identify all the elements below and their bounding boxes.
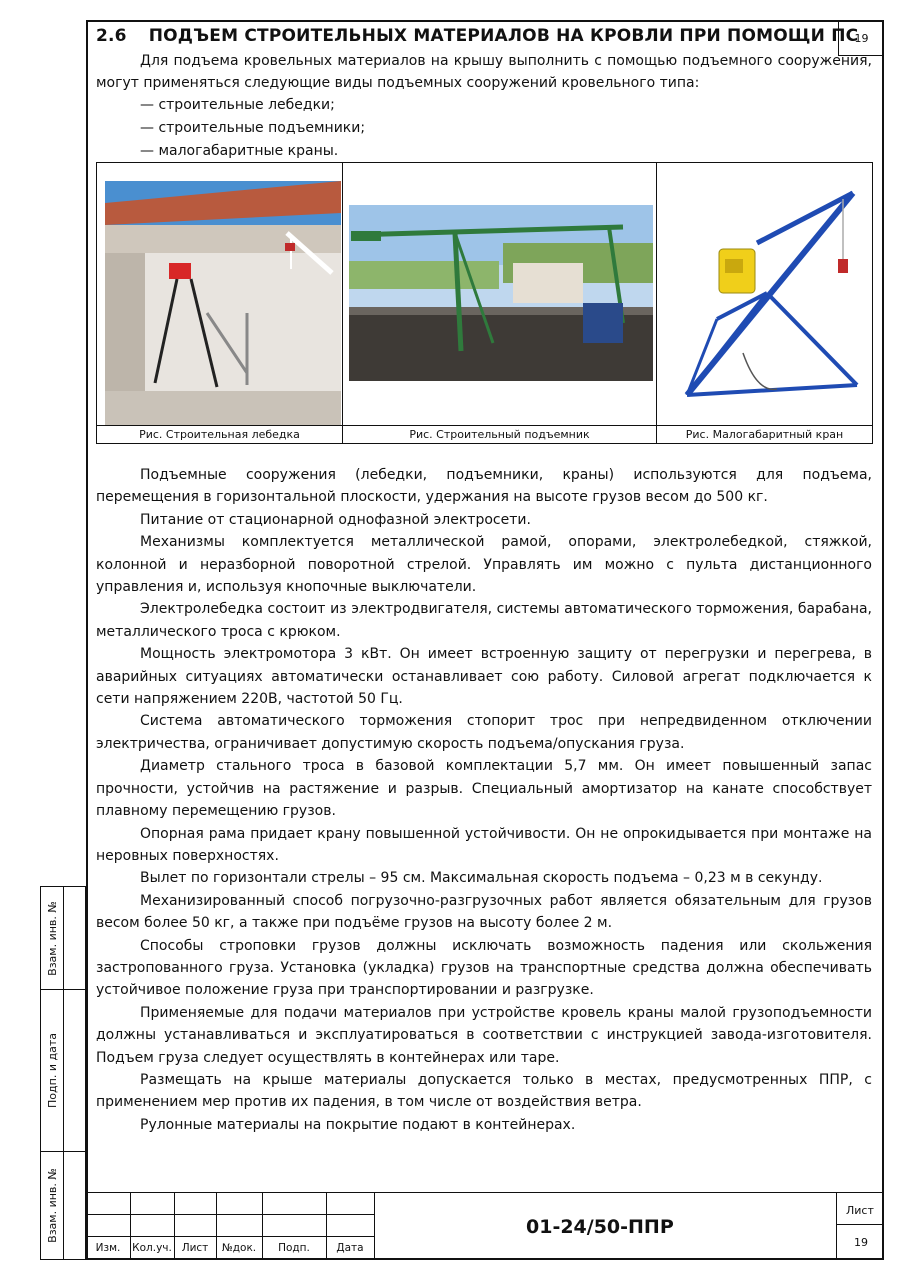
list-item: — строительные лебедки; (140, 94, 365, 117)
sheet-number: 19 (854, 1236, 868, 1249)
paragraph: Размещать на крыше материалы допускается только в местах, предусмотренных ППР, с применением мер против их падения, в том числе от воздействия ветра. (96, 1071, 872, 1111)
section-heading (96, 26, 858, 46)
stamp-col-label: Лист (181, 1242, 209, 1254)
figure-table (96, 162, 873, 444)
paragraph: Подъемные сооружения (лебедки, подъемники, краны) используются для подъема, перемещения в горизонтальной плоскости, удержания на высоте грузов весом до 500 кг. (96, 467, 872, 506)
list-item: — малогабаритные краны. (140, 140, 365, 163)
paragraph: Вылет по горизонтали стрелы – 95 см. Максимальная скорость подъема – 0,23 м в секунду. (140, 870, 823, 887)
paragraph: Опорная рама придает крану повышенной устойчивости. Он не опрокидывается при монтаже на неровных поверхностях. (96, 825, 872, 864)
stamp-col-label: №док. (221, 1242, 257, 1254)
winch-photo (97, 163, 343, 425)
figure-winch (97, 163, 343, 425)
stamp-col-label: Дата (336, 1242, 364, 1254)
intro-paragraph: Для подъема кровельных материалов на крышу выполнить с помощью подъемного сооружения, могут применяться следующие виды подъемных сооружений кровельного типа: (96, 53, 872, 92)
side-label: Взам. инв. № (45, 900, 59, 976)
hoist-photo (343, 163, 657, 425)
paragraph: Электролебедка состоит из электродвигателя, системы автоматического торможения, барабана, металлического троса с крюком. (96, 601, 872, 640)
stamp-col-label: Изм. (95, 1242, 121, 1254)
body-text (96, 464, 872, 1136)
paragraph: Механизированный способ погрузочно-разгрузочных работ является обязательным для грузов весом более 50 кг, а также при подъёме грузов на высоту более 2 м. (96, 892, 872, 932)
caption-crane: Рис. Малогабаритный кран (657, 425, 872, 443)
stamp-col-label: Кол.уч. (132, 1242, 172, 1254)
intro-block (96, 50, 872, 95)
side-stamp-signature-date (40, 990, 86, 1152)
paragraph: Механизмы комплектуется металлической рамой, опорами, электролебедкой, стяжкой, колонной и неразборной поворотной стрелой. Управлять им можно с пульта дистанционного управления и, используя кнопочные выключатели. (96, 534, 872, 596)
section-number: 2.6 (96, 26, 127, 46)
side-label: Взам. инв. № (45, 1168, 59, 1243)
document-code: 01-24/50-ППР (526, 1216, 674, 1238)
paragraph: Система автоматического торможения стопорит трос при непредвиденном отключении электричества, ограничивает допустимую скорость подъема/опускания груза. (96, 713, 872, 752)
title-block (86, 1192, 884, 1260)
paragraph: Способы строповки грузов должны исключать возможность падения или скольжения застропованного груза. Установка (укладка) грузов на транспортные средства должна обеспечивать устойчивое положение груза при транспортировании и разгрузке. (96, 937, 872, 999)
list-item: — строительные подъемники; (140, 117, 365, 140)
paragraph: Мощность электромотора 3 кВт. Он имеет встроенную защиту от перегрузки и перегрева, в аварийных ситуациях автоматически останавливает сою работу. Силовой агрегат подключается к сети напряжением 220В, частотой 50 Гц. (96, 646, 872, 708)
section-title: ПОДЪЕМ СТРОИТЕЛЬНЫХ МАТЕРИАЛОВ НА КРОВЛИ ПРИ ПОМОЩИ ПС (148, 26, 859, 46)
sheet-label: Лист (846, 1204, 874, 1217)
stamp-col-label: Подп. (278, 1242, 310, 1254)
side-stamp-inv-number (40, 1152, 86, 1260)
figure-hoist (343, 163, 657, 425)
crane-photo (657, 163, 872, 425)
paragraph: Питание от стационарной однофазной электросети. (140, 511, 531, 528)
figure-crane (657, 163, 872, 425)
side-label: Подп. и дата (45, 1033, 59, 1108)
caption-hoist: Рис. Строительный подъемник (343, 425, 657, 443)
caption-winch: Рис. Строительная лебедка (97, 425, 343, 443)
paragraph: Диаметр стального троса в базовой комплектации 5,7 мм. Он имеет повышенный запас прочности, устойчив на растяжение и разрыв. Специальный амортизатор на канате способствует плавному перемещению грузов. (96, 758, 872, 820)
paragraph: Применяемые для подачи материалов при устройстве кровель краны малой грузоподъемности должны устанавливаться и эксплуатироваться в соответствии с инструкцией завода-изготовителя. Подъем груза следует осуществлять в контейнерах или таре. (96, 1004, 872, 1066)
paragraph: Рулонные материалы на покрытие подают в контейнерах. (140, 1116, 576, 1133)
lifting-types-list (140, 94, 365, 163)
side-stamp-replace-inv (40, 886, 86, 990)
sheet-number-top: 19 (838, 22, 884, 56)
